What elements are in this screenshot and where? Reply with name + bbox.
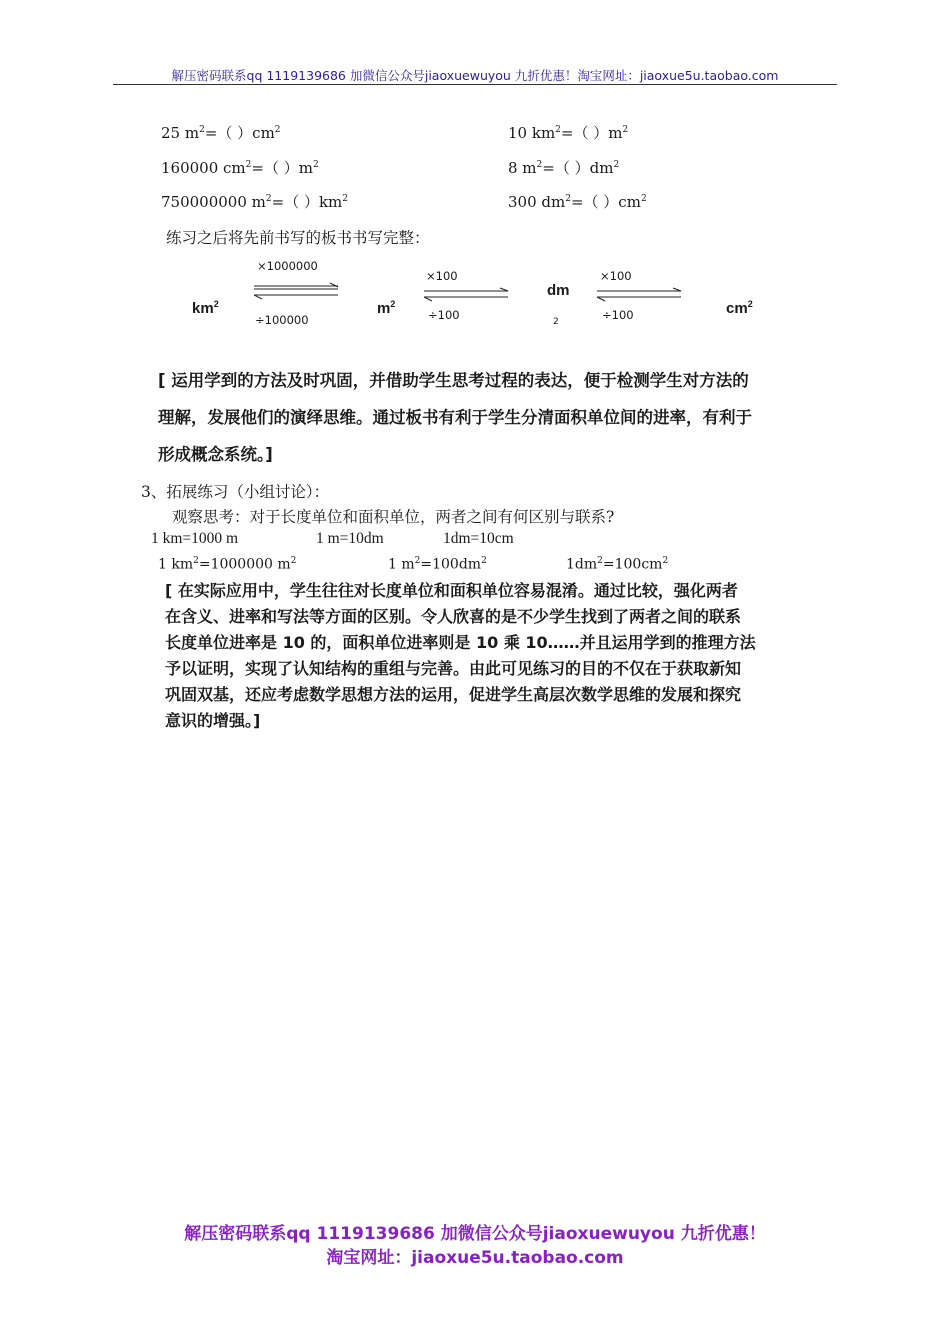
exercise-left-3: 750000000 $m^2=$（ ）$km^2$ [161,193,349,211]
note2-line-1: [ 在实际应用中，学生往往对长度单位和面积单位容易混淆。通过比较，强化两者 [165,581,738,600]
area-unit-dm2: $1dm^2=100cm^2$ [566,556,669,573]
arrow1-multiply-label: ×1000000 [257,259,318,273]
unit-dm2: dm [547,282,570,299]
unit-dm2-exponent: 2 [553,317,559,327]
exercise-right-1: 10 $km^2=$（ ）$m^2$ [508,124,629,142]
arrow3-pair [593,285,685,305]
note2-line-5: 巩固双基，还应考虑数学思想方法的运用，促进学生高层次数学思维的发展和探究 [165,685,742,704]
area-unit-km2: 1 $km^2=1000000$ $m^2$ [158,556,297,573]
exercise-right-2: 8 $m^2=$（ ）$dm^2$ [508,159,620,177]
unit-cm2: $cm^2$ [726,299,753,317]
note2-line-2: 在含义、进率和写法等方面的区别。令人欣喜的是不少学生找到了两者之间的联系 [165,607,742,626]
exercise-right-3: 300 $dm^2=$（ ）$cm^2$ [508,193,647,211]
note1-line-1: [ 运用学到的方法及时巩固，并借助学生思考过程的表达，便于检测学生对方法的 [158,371,749,390]
footer-line-2: 淘宝网址：jiaoxue5u.taobao.com [326,1248,624,1268]
unit-km2: $km^2$ [192,299,219,317]
arrow2-divide-label: ÷100 [428,308,460,322]
footer-line-1: 解压密码联系qq 1119139686 加微信公众号jiaoxuewuyou 九折优惠！ [184,1224,766,1244]
header-contact-line: 解压密码联系qq 1119139686 加微信公众号jiaoxuewuyou 九折优惠！淘宝网址：jiaoxue5u.taobao.com [171,68,779,83]
arrow2-pair [420,285,512,305]
arrow1-pair [250,279,342,301]
length-unit-km: 1 km=1000 m [151,530,239,547]
note2-line-3: 长度单位进率是 10 的，面积单位进率则是 10 乘 10……并且运用学到的推理方法 [165,633,756,652]
board-intro-text: 练习之后将先前书写的板书书写完整： [166,229,430,247]
section3-title: 3、拓展练习（小组讨论）： [141,483,330,501]
note2-line-6: 意识的增强。] [165,711,261,730]
area-unit-m2: 1 $m^2=100dm^2$ [388,556,487,573]
unit-m2: $m^2$ [377,299,396,317]
exercise-left-1: 25 $m^2=$（ ）$cm^2$ [161,124,281,142]
length-unit-dm: 1dm=10cm [443,530,514,547]
arrow3-divide-label: ÷100 [602,308,634,322]
arrow2-multiply-label: ×100 [426,269,458,283]
length-unit-m: 1 m=10dm [316,530,384,547]
observe-question: 观察思考：对于长度单位和面积单位，两者之间有何区别与联系? [172,508,615,526]
note2-line-4: 予以证明，实现了认知结构的重组与完善。由此可见练习的目的不仅在于获取新知 [165,659,742,678]
note1-line-2: 理解，发展他们的演绎思维。通过板书有利于学生分清面积单位间的进率，有利于 [158,408,752,427]
arrow3-multiply-label: ×100 [600,269,632,283]
header-divider [113,84,837,85]
note1-line-3: 形成概念系统。] [158,445,273,464]
arrow1-divide-label: ÷100000 [255,313,309,327]
exercise-left-2: 160000 $cm^2=$（ ）$m^2$ [161,159,319,177]
